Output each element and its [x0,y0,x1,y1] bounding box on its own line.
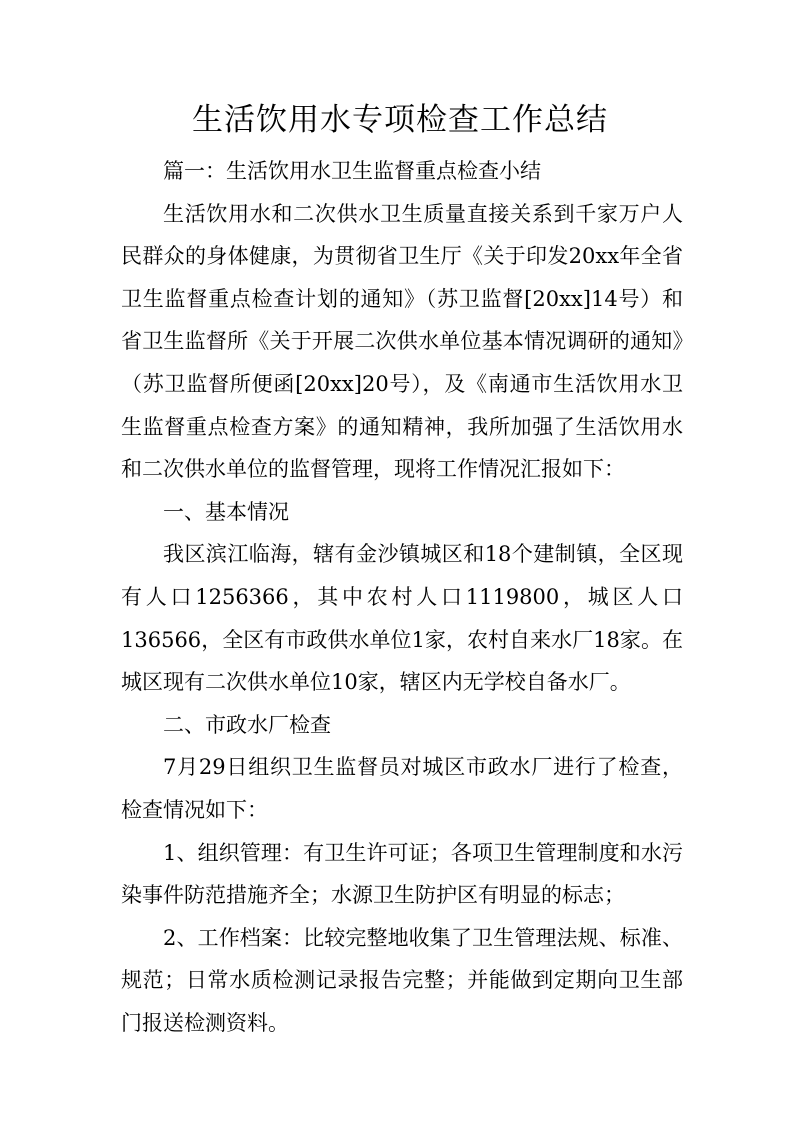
document-body [121,150,683,1044]
inspection-date-paragraph: 7月29日组织卫生监督员对城区市政水厂进行了检查，检查情况如下： [121,755,683,822]
work-archives-paragraph: 2、工作档案：比较完整地收集了卫生管理法规、标准、规范；日常水质检测记录报告完整；并能做到定期向卫生部门报送检测资料。 [121,925,683,1035]
basic-situation-paragraph: 我区滨江临海，辖有金沙镇城区和18个建制镇，全区现有人口1256366，其中农村人口1119800，城区人口136566，全区有市政供水单位1家，农村自来水厂18家。在城区现有二次供水单位10家，辖区内无学校自备水厂。 [121,542,683,695]
intro-paragraph: 生活饮用水和二次供水卫生质量直接关系到千家万户人民群众的身体健康，为贯彻省卫生厅《关于印发20xx年全省卫生监督重点检查计划的通知》（苏卫监督[20xx]14号）和省卫生监督所《关于开展二次供水单位基本情况调研的通知》（苏卫监督所便函[20xx]20号），及《南通市生活饮用水卫生监督重点检查方案》的通知精神，我所加强了生活饮用水和二次供水单位的监督管理，现将工作情况汇报如下： [121,201,683,482]
section-subtitle: 篇一：生活饮用水卫生监督重点检查小结 [163,159,541,183]
document-title: 生活饮用水专项检查工作总结 [192,102,608,138]
heading-municipal-water-plant: 二、市政水厂检查 [163,712,331,737]
heading-basic-situation: 一、基本情况 [163,499,289,524]
org-management-paragraph: 1、组织管理：有卫生许可证；各项卫生管理制度和水污染事件防范措施齐全；水源卫生防护区有明显的标志； [121,840,683,908]
